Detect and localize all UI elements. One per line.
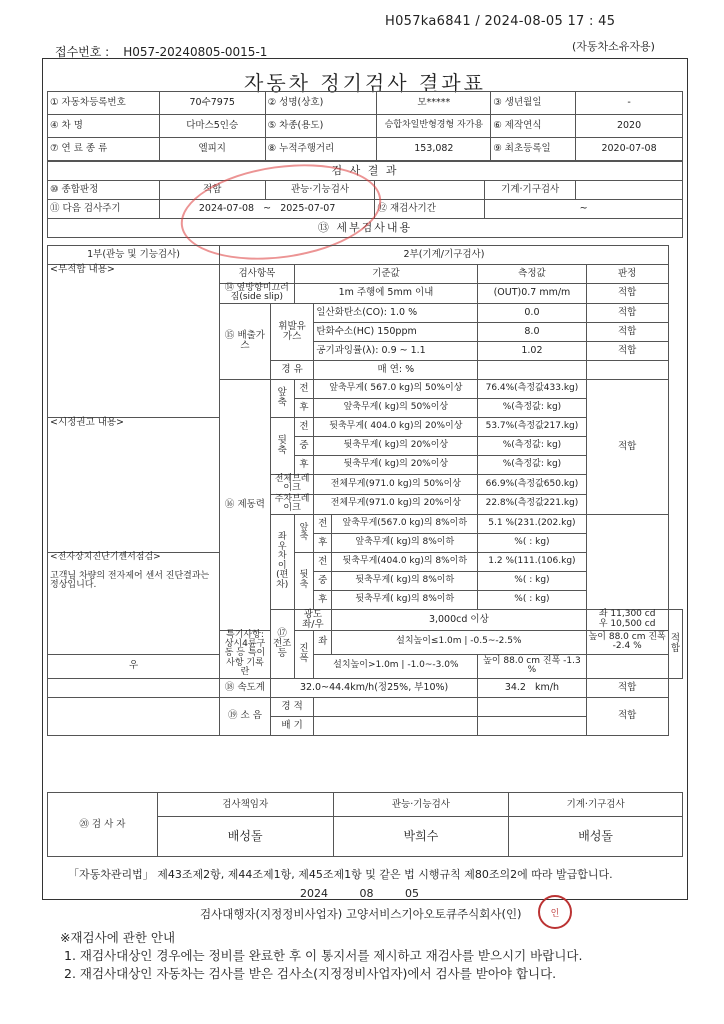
hc-verdict: 적합	[586, 322, 668, 341]
part1-header: 1부(관능 및 기능검사)	[48, 246, 220, 265]
dev-rear-hu: 후	[314, 590, 332, 609]
fuel-label: ⑦ 연 료 종 류	[48, 138, 160, 161]
co-verdict: 적합	[586, 303, 668, 322]
fuel-value: 엘피지	[159, 138, 265, 161]
brake-meas-1: 76.4%(측정값433.kg)	[478, 379, 586, 398]
inspector-name-3: 배성돌	[509, 817, 683, 857]
side-slip-std: 1m 주행에 5mm 이내	[294, 284, 478, 304]
mech-check-blank	[576, 181, 683, 200]
brake-meas-5: %(측정값: kg)	[478, 455, 586, 474]
rear-hu: 후	[294, 455, 314, 474]
deviation-label: 좌 우 차 이 (편차)	[270, 514, 294, 609]
aim-left: 좌	[314, 630, 332, 654]
dev-row-3: 뒷축무게(404.0 kg)의 8%이하	[332, 552, 478, 571]
speed-verdict: 적합	[586, 678, 668, 697]
mileage-value: 153,082	[377, 138, 491, 161]
notice-1: 1. 재검사대상인 경우에는 정비를 완료한 후 이 통지서를 제시하고 재검사를 받으시기 바랍니다.	[64, 948, 583, 963]
owner-type: (자동차소유자용)	[572, 40, 655, 53]
total-brake-std: 전체무게(971.0 kg)의 50%이상	[314, 474, 478, 494]
inspector-head-2: 관능·기능검사	[333, 793, 509, 817]
page-title: 자동차 정기검사 결과표	[244, 71, 486, 95]
speed-label: ⑱ 속도계	[220, 678, 271, 697]
diesel-row: 매 연: %	[314, 360, 478, 379]
year-label: ⑥ 제작연식	[491, 115, 576, 138]
aim-right: 우	[48, 654, 220, 678]
brake-row-4: 뒷축무게( kg)의 20%이상	[314, 436, 478, 455]
recheck-label: ⑫ 재검사기간	[375, 200, 485, 219]
dev-row-4: 뒷축무게( kg)의 8%이하	[332, 571, 478, 590]
birth-label: ③ 생년월일	[491, 92, 576, 115]
dev-front-jeon: 전	[314, 514, 332, 533]
speed-meas: 34.2 km/h	[478, 678, 586, 697]
func-check-label: 관능·기능검사	[265, 181, 375, 200]
type-label: ⑤ 차종(용도)	[265, 115, 377, 138]
brake-label: ⑯ 제동력	[220, 379, 271, 630]
air-row: 공기과잉률(λ): 0.9 ~ 1.1	[314, 341, 478, 360]
luminosity-meas: 좌 11,300 cd 우 10,500 cd	[586, 609, 668, 630]
exhaust-noise-value	[314, 716, 478, 735]
name-label: ② 성명(상호)	[265, 92, 377, 115]
unfit-notes: <부적합 내용>	[48, 265, 220, 418]
name-value: 모*****	[377, 92, 491, 115]
noise-blank	[48, 697, 220, 735]
col-meas: 측정값	[478, 265, 586, 284]
diesel-verdict	[586, 360, 668, 379]
first-reg-value: 2020-07-08	[576, 138, 683, 161]
special-notes: 특기사항:상시4륜구동 등 특이사항 기록란	[220, 630, 271, 678]
brake-row-3: 뒷축무게( 404.0 kg)의 20%이상	[314, 417, 478, 436]
col-std: 기준값	[294, 265, 478, 284]
dev-row-2: 앞축무게( kg)의 8%이하	[332, 533, 478, 552]
rear-jung: 중	[294, 436, 314, 455]
speed-std: 32.0~44.4km/h(정25%, 부10%)	[270, 678, 478, 697]
special-blank	[48, 678, 220, 697]
parking-brake-label: 주차브레이크	[270, 494, 314, 514]
reg-label: ① 자동차등록번호	[48, 92, 160, 115]
aim-label: 진폭	[294, 630, 314, 678]
dev-row-1: 앞축무게(567.0 kg)의 8%이하	[332, 514, 478, 533]
reg-value: 70수7975	[159, 92, 265, 115]
overall-value: 적합	[159, 181, 265, 200]
mileage-label: ⑧ 누적주행거리	[265, 138, 377, 161]
notice-title: ※재검사에 관한 안내	[60, 930, 176, 945]
aim-meas-1: 높이 88.0 cm 진폭 -2.4 %	[586, 630, 668, 654]
notice-2: 2. 재검사대상인 자동차는 검사를 받은 검사소(지정정비사업자)에서 검사를 받아야 합니다.	[64, 966, 557, 981]
total-brake-label: 전체브레이크	[270, 474, 314, 494]
result-header: 검 사 결 과	[48, 162, 683, 181]
aim-meas-2: 높이 88.0 cm 진폭 -1.3 %	[478, 654, 586, 678]
rear-jeon: 전	[294, 417, 314, 436]
front-axle-label: 앞 축	[270, 379, 294, 417]
brake-meas-4: %(측정값: kg)	[478, 436, 586, 455]
front-jeon: 전	[294, 379, 314, 398]
total-brake-meas: 66.9%(측정값650.kg)	[478, 474, 586, 494]
parking-brake-meas: 22.8%(측정값221.kg)	[478, 494, 586, 514]
dev-front-label: 앞 축	[294, 514, 314, 552]
air-verdict: 적합	[586, 341, 668, 360]
elec-notes: <전자장치진단기셴서점검> 고객님 차량의 전자제어 센서 진단결과는 정상입니다.	[48, 552, 220, 654]
aim-row-1: 설치높이≤1.0m | -0.5~-2.5%	[332, 630, 586, 654]
detail-table	[47, 245, 683, 736]
horn-meas	[478, 697, 586, 716]
next-period-label: ⑪ 다음 검사주기	[48, 200, 160, 219]
issuer: 검사대행자(지정정비사업자) 고양서비스기아오토큐주식회사(인)	[200, 907, 522, 921]
func-check-blank	[375, 181, 485, 200]
model-value: 다마스5인승	[159, 115, 265, 138]
dev-meas-2: %( : kg)	[478, 533, 586, 552]
side-slip-label: ⑭ 옆방향미끄러짐(side slip)	[220, 284, 294, 304]
dev-rear-jung: 중	[314, 571, 332, 590]
parking-brake-std: 전체무게(971.0 kg)의 20%이상	[314, 494, 478, 514]
dev-rear-jeon: 전	[314, 552, 332, 571]
inspector-label: ⑳ 검 사 자	[48, 793, 158, 857]
vehicle-info-table	[47, 91, 683, 161]
noise-label: ⑲ 소 음	[220, 697, 271, 735]
dev-meas-1: 5.1 %(231.(202.kg)	[478, 514, 586, 533]
inspector-head-3: 기계·기구검사	[509, 793, 683, 817]
brake-row-1: 앞축무게( 567.0 kg)의 50%이상	[314, 379, 478, 398]
model-label: ④ 차 명	[48, 115, 160, 138]
header-reference: H057ka6841 / 2024-08-05 17 : 45	[385, 14, 616, 29]
noise-verdict: 적합	[586, 697, 668, 735]
horn-value	[314, 697, 478, 716]
hc-meas: 8.0	[478, 322, 586, 341]
brake-meas-2: %(측정값: kg)	[478, 398, 586, 417]
headlight-label: ⑰ 전조등	[270, 609, 294, 678]
side-slip-meas: (OUT)0.7 mm/m	[478, 284, 586, 304]
inspector-head-1: 검사책임자	[157, 793, 333, 817]
exhaust-noise-label: 배 기	[270, 716, 314, 735]
issue-date: 2024 08 05	[300, 887, 419, 900]
recheck-value: ~	[485, 200, 683, 219]
co-row: 일산화탄소(CO): 1.0 %	[314, 303, 478, 322]
front-hu: 후	[294, 398, 314, 417]
next-period-value: 2024-07-08 ~ 2025-07-07	[159, 200, 375, 219]
exhaust-label: ⑮ 배출가스	[220, 303, 271, 379]
side-slip-verdict: 적합	[586, 284, 668, 304]
col-verdict: 판정	[586, 265, 668, 284]
dev-row-5: 뒷축무게( kg)의 8%이하	[332, 590, 478, 609]
exhaust-noise-meas	[478, 716, 586, 735]
air-meas: 1.02	[478, 341, 586, 360]
dev-rear-label: 뒷 축	[294, 552, 314, 609]
overall-label: ⑩ 종합판정	[48, 181, 160, 200]
col-item: 검사항목	[220, 265, 294, 284]
brake-row-5: 뒷축무게( kg)의 20%이상	[314, 455, 478, 474]
co-meas: 0.0	[478, 303, 586, 322]
dev-verdict	[586, 514, 668, 609]
inspector-name-2: 박희수	[333, 817, 509, 857]
birth-value: -	[576, 92, 683, 115]
dev-meas-4: %( : kg)	[478, 571, 586, 590]
hc-row: 탄화수소(HC) 150ppm	[314, 322, 478, 341]
diesel-meas	[478, 360, 586, 379]
inspector-table	[47, 792, 683, 857]
part2-header: 2부(기계/기구검사)	[220, 246, 669, 265]
law-text: 「자동차관리법」 제43조제2항, 제44조제1항, 제45조제1항 및 같은 법 시행규칙 제80조의2에 따라 발급합니다.	[68, 868, 613, 881]
brake-meas-3: 53.7%(측정값217.kg)	[478, 417, 586, 436]
advice-notes: <시정권고 내용>	[48, 417, 220, 552]
diesel-label: 경 유	[270, 360, 314, 379]
aim-row-2: 설치높이>1.0m | -1.0~-3.0%	[314, 654, 478, 678]
first-reg-label: ⑨ 최초등록일	[491, 138, 576, 161]
dev-meas-3: 1.2 %(111.(106.kg)	[478, 552, 586, 571]
detail-header: ⑬ 세부검사내용	[48, 219, 683, 238]
rear-axle-label: 뒷 축	[270, 417, 294, 474]
receipt-number: 접수번호 : H057-20240805-0015-1	[55, 45, 268, 59]
official-seal-icon: 인	[538, 895, 572, 929]
inspector-name-1: 배성돌	[157, 817, 333, 857]
brake-verdict: 적합	[586, 379, 668, 514]
dev-front-hu: 후	[314, 533, 332, 552]
headlight-verdict: 적합	[668, 609, 682, 678]
gasoline-label: 휘발유 가스	[270, 303, 314, 360]
type-value: 승합차일반형경형 자가용	[377, 115, 491, 138]
luminosity-label: 광도 좌/우	[294, 609, 332, 630]
year-value: 2020	[576, 115, 683, 138]
luminosity-std: 3,000cd 이상	[332, 609, 586, 630]
mech-check-label: 기계·기구검사	[485, 181, 576, 200]
dev-meas-5: %( : kg)	[478, 590, 586, 609]
horn-label: 경 적	[270, 697, 314, 716]
brake-row-2: 앞축무게( kg)의 50%이상	[314, 398, 478, 417]
